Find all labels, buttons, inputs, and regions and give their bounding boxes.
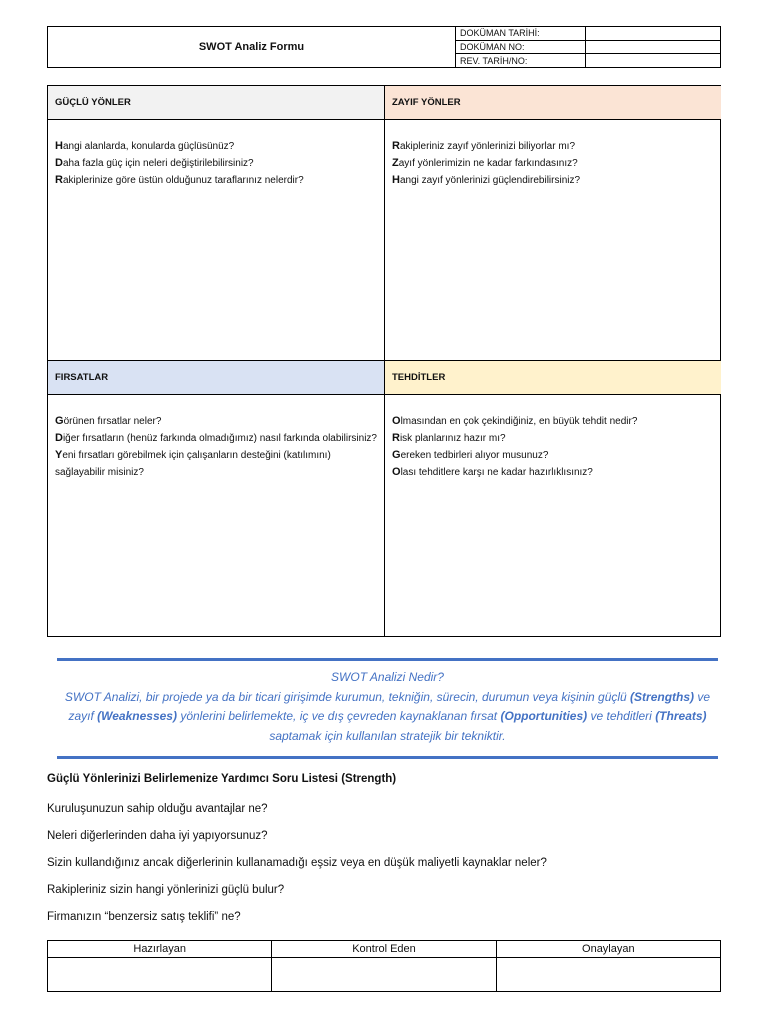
question-line: Diğer fırsatların (henüz farkında olmadığımız) nasıl farkında olabilirsiniz? bbox=[55, 432, 377, 444]
question-line: Rakiplerinize göre üstün olduğunuz taraflarınız nelerdir? bbox=[55, 174, 304, 186]
list-item: Firmanızın “benzersiz satış teklifi” ne? bbox=[47, 911, 241, 923]
strength-questions-list bbox=[47, 800, 721, 935]
signature-cell-checked[interactable] bbox=[272, 958, 495, 991]
meta-row-revision bbox=[456, 54, 720, 67]
meta-row-number bbox=[456, 41, 720, 55]
meta-value-revision[interactable] bbox=[586, 54, 720, 67]
signature-column-checked bbox=[272, 941, 496, 991]
weaknesses-questions[interactable] bbox=[385, 120, 721, 189]
meta-value-date[interactable] bbox=[586, 27, 720, 40]
signature-column-approved bbox=[497, 941, 720, 991]
meta-row-date bbox=[456, 27, 720, 41]
question-line: Olmasından en çok çekindiğiniz, en büyük tehdit nedir? bbox=[392, 415, 638, 427]
question-line: Yeni fırsatları görebilmek için çalışanların desteğini (katılımını) sağlayabilir misiniz? bbox=[55, 449, 331, 478]
signature-header-checked: Kontrol Eden bbox=[272, 941, 495, 958]
definition-heading: SWOT Analizi Nedir? bbox=[331, 670, 444, 684]
strength-questions-title: Güçlü Yönlerinizi Belirlemenize Yardımcı Soru Listesi (Strength) bbox=[47, 773, 397, 785]
strengths-quadrant bbox=[48, 86, 385, 361]
threats-header: TEHDİTLER bbox=[385, 361, 721, 395]
question-line: Rakipleriniz zayıf yönlerinizi biliyorlar mı? bbox=[392, 140, 576, 152]
list-item: Rakipleriniz sizin hangi yönlerinizi güçlü bulur? bbox=[47, 884, 285, 896]
opportunities-questions[interactable] bbox=[48, 395, 384, 481]
list-item: Kuruluşunuzun sahip olduğu avantajlar ne? bbox=[47, 803, 268, 815]
strengths-header: GÜÇLÜ YÖNLER bbox=[48, 86, 384, 120]
swot-definition bbox=[57, 668, 718, 746]
form-title: SWOT Analiz Formu bbox=[48, 27, 456, 67]
question-line: Zayıf yönlerimizin ne kadar farkındasınız? bbox=[392, 157, 578, 169]
question-line: Hangi alanlarda, konularda güçlüsünüz? bbox=[55, 140, 235, 152]
threats-questions[interactable] bbox=[385, 395, 721, 481]
definition-bottom-rule bbox=[57, 756, 718, 759]
signature-column-prepared bbox=[48, 941, 272, 991]
question-line: Görünen fırsatlar neler? bbox=[55, 415, 162, 427]
question-line: Risk planlarınız hazır mı? bbox=[392, 432, 506, 444]
list-item: Sizin kullandığınız ancak diğerlerinin kullanamadığı eşsiz veya en düşük maliyetli kaynaklar neler? bbox=[47, 857, 547, 869]
question-line: Gereken tedbirleri alıyor musunuz? bbox=[392, 449, 549, 461]
threats-quadrant bbox=[385, 361, 721, 636]
swot-grid bbox=[47, 85, 721, 637]
signature-header-prepared: Hazırlayan bbox=[48, 941, 271, 958]
document-header bbox=[47, 26, 721, 68]
opportunities-header: FIRSATLAR bbox=[48, 361, 384, 395]
weaknesses-header: ZAYIF YÖNLER bbox=[385, 86, 721, 120]
meta-label-number: DOKÜMAN NO: bbox=[456, 41, 586, 54]
meta-value-number[interactable] bbox=[586, 41, 720, 54]
definition-top-rule bbox=[57, 658, 718, 661]
document-meta-table bbox=[456, 27, 720, 67]
definition-text: SWOT Analizi, bir projede ya da bir ticari girişimde kurumun, tekniğin, sürecin, durumun veya kişinin güçlü (Strengths) ve zayıf (Weaknesses) yönlerini belirlemekte, iç ve dış çevreden kaynaklanan fırsat (Opportunities) ve tehditleri (Threats) saptamak için kullanılan stratejik bir tekniktir. bbox=[64, 689, 711, 743]
weaknesses-quadrant bbox=[385, 86, 721, 361]
strengths-questions[interactable] bbox=[48, 120, 384, 189]
signature-cell-approved[interactable] bbox=[497, 958, 720, 991]
signature-header-approved: Onaylayan bbox=[497, 941, 720, 958]
question-line: Hangi zayıf yönlerinizi güçlendirebilirsiniz? bbox=[392, 174, 581, 186]
question-line: Olası tehditlere karşı ne kadar hazırlıklısınız? bbox=[392, 466, 593, 478]
meta-label-date: DOKÜMAN TARİHİ: bbox=[456, 27, 586, 40]
signature-cell-prepared[interactable] bbox=[48, 958, 271, 991]
opportunities-quadrant bbox=[48, 361, 385, 636]
question-line: Daha fazla güç için neleri değiştirilebilirsiniz? bbox=[55, 157, 254, 169]
signature-table bbox=[47, 940, 721, 992]
list-item: Neleri diğerlerinden daha iyi yapıyorsunuz? bbox=[47, 830, 268, 842]
meta-label-revision: REV. TARİH/NO: bbox=[456, 54, 586, 67]
